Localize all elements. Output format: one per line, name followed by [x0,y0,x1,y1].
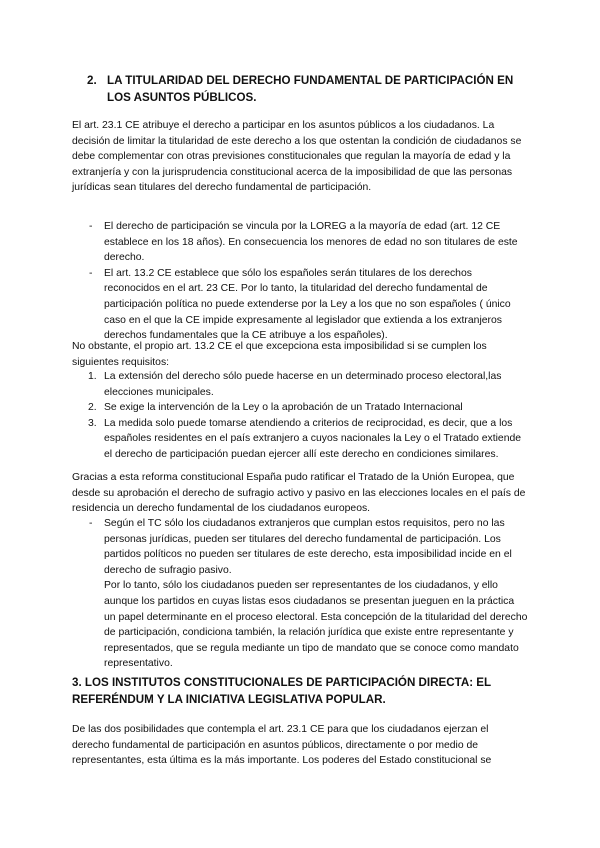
number-mark: 3. [88,417,97,429]
list-item-continuation: Por lo tanto, sólo los ciudadanos pueden ser representantes de los ciudadanos, y ello aunque los partidos en cuyas listas esos ciudadanos se presentan jueguen en la práctica un papel determinante en el proceso electoral. Esta concepción de la titularidad del derecho de participación, condiciona también, la relación jurídica que existe entre representante y representados, que se regula mediante un tipo de mandato que se conoce como mandato representativo. [104,580,528,670]
bullet-mark: - [89,221,93,232]
list-item-text: La medida solo puede tomarse atendiendo a criterios de reciprocidad, es decir, que a los españoles residentes en el país extranjero a cuyos nacionales la Ley o el Tratado extiende el derecho de participación puedan ejercer allí este derecho en condiciones similares. [104,417,522,460]
list-item [72,416,528,463]
list-item-text: La extensión del derecho sólo puede hacerse en un determinado proceso electoral,las elecciones municipales. [104,371,502,398]
list-item [72,516,528,672]
bullet-list-a [72,219,528,344]
section-2-heading [87,72,527,106]
list-item [72,369,528,400]
list-item [72,400,528,416]
bullet-mark: - [89,518,93,529]
section-2-title: LA TITULARIDAD DEL DERECHO FUNDAMENTAL DE PARTICIPACIÓN EN LOS ASUNTOS PÚBLICOS. [107,74,514,104]
intro-paragraph: El art. 23.1 CE atribuye el derecho a participar en los asuntos públicos a los ciudadanos. La decisión de limitar la titularidad de este derecho a los que ostentan la condición de ciudadanos se debe complementar con otras previsiones constitucionales que regulan la mayoría de edad y la extranjería y con la jurisprudencia constitucional acerca de la imposibilidad de que las personas jurídicas sean titulares del derecho fundamental de participación. [72,120,522,194]
requisitos-list [72,369,528,463]
list-item-text: El derecho de participación se vincula por la LOREG a la mayoría de edad (art. 12 CE establece en los 18 años). En consecuencia los menores de edad no son titulares de este derecho. [104,221,518,264]
section-2-number: 2. [87,74,97,87]
list-item [72,219,528,266]
closing-paragraph: De las dos posibilidades que contempla el art. 23.1 CE para que los ciudadanos ejerzan el derecho fundamental de participación en asuntos públicos, directamente o por medio de representantes, esta última es la más importante. Los poderes del Estado constitucional se [72,724,492,767]
list-item [72,266,528,344]
list-item-text: Se exige la intervención de la Ley o la aprobación de un Tratado Internacional [104,402,463,414]
number-mark: 1. [88,371,97,382]
bullet-mark: - [89,267,93,279]
list-item-text: El art. 13.2 CE establece que sólo los españoles serán titulares de los derechos reconocidos en el art. 23 CE. Por lo tanto, la titularidad del derecho fundamental de participación política no puede extenderse por la Ley a los que no son españoles ( único caso en el que la CE impide expresamente al legislador que extienda a los extranjeros derechos fundamentales que la CE atribuye a los españoles). [104,267,511,342]
bullet-list-b [72,516,528,672]
number-mark: 2. [88,402,97,414]
list-item-text: Según el TC sólo los ciudadanos extranjeros que cumplan estos requisitos, pero no las personas jurídicas, pueden ser titulares del derecho fundamental de participación. Los partidos políticos no pueden ser titulares de este derecho, esta imposibilidad incide en el derecho de sufragio pasivo. [104,518,512,576]
section-3-heading: 3. LOS INSTITUTOS CONSTITUCIONALES DE PARTICIPACIÓN DIRECTA: EL REFERÉNDUM Y LA INICIATIVA LEGISLATIVA POPULAR. [72,676,491,706]
gracias-paragraph: Gracias a esta reforma constitucional España pudo ratificar el Tratado de la Unión Europea, que desde su aprobación el derecho de sufragio activo y pasivo en las elecciones locales en el país de residencia un derecho fundamental de los ciudadanos europeos. [72,472,526,515]
no-obstante-paragraph: No obstante, el propio art. 13.2 CE el que excepciona esta imposibilidad si se cumplen los siguientes requisitos: [72,341,487,368]
